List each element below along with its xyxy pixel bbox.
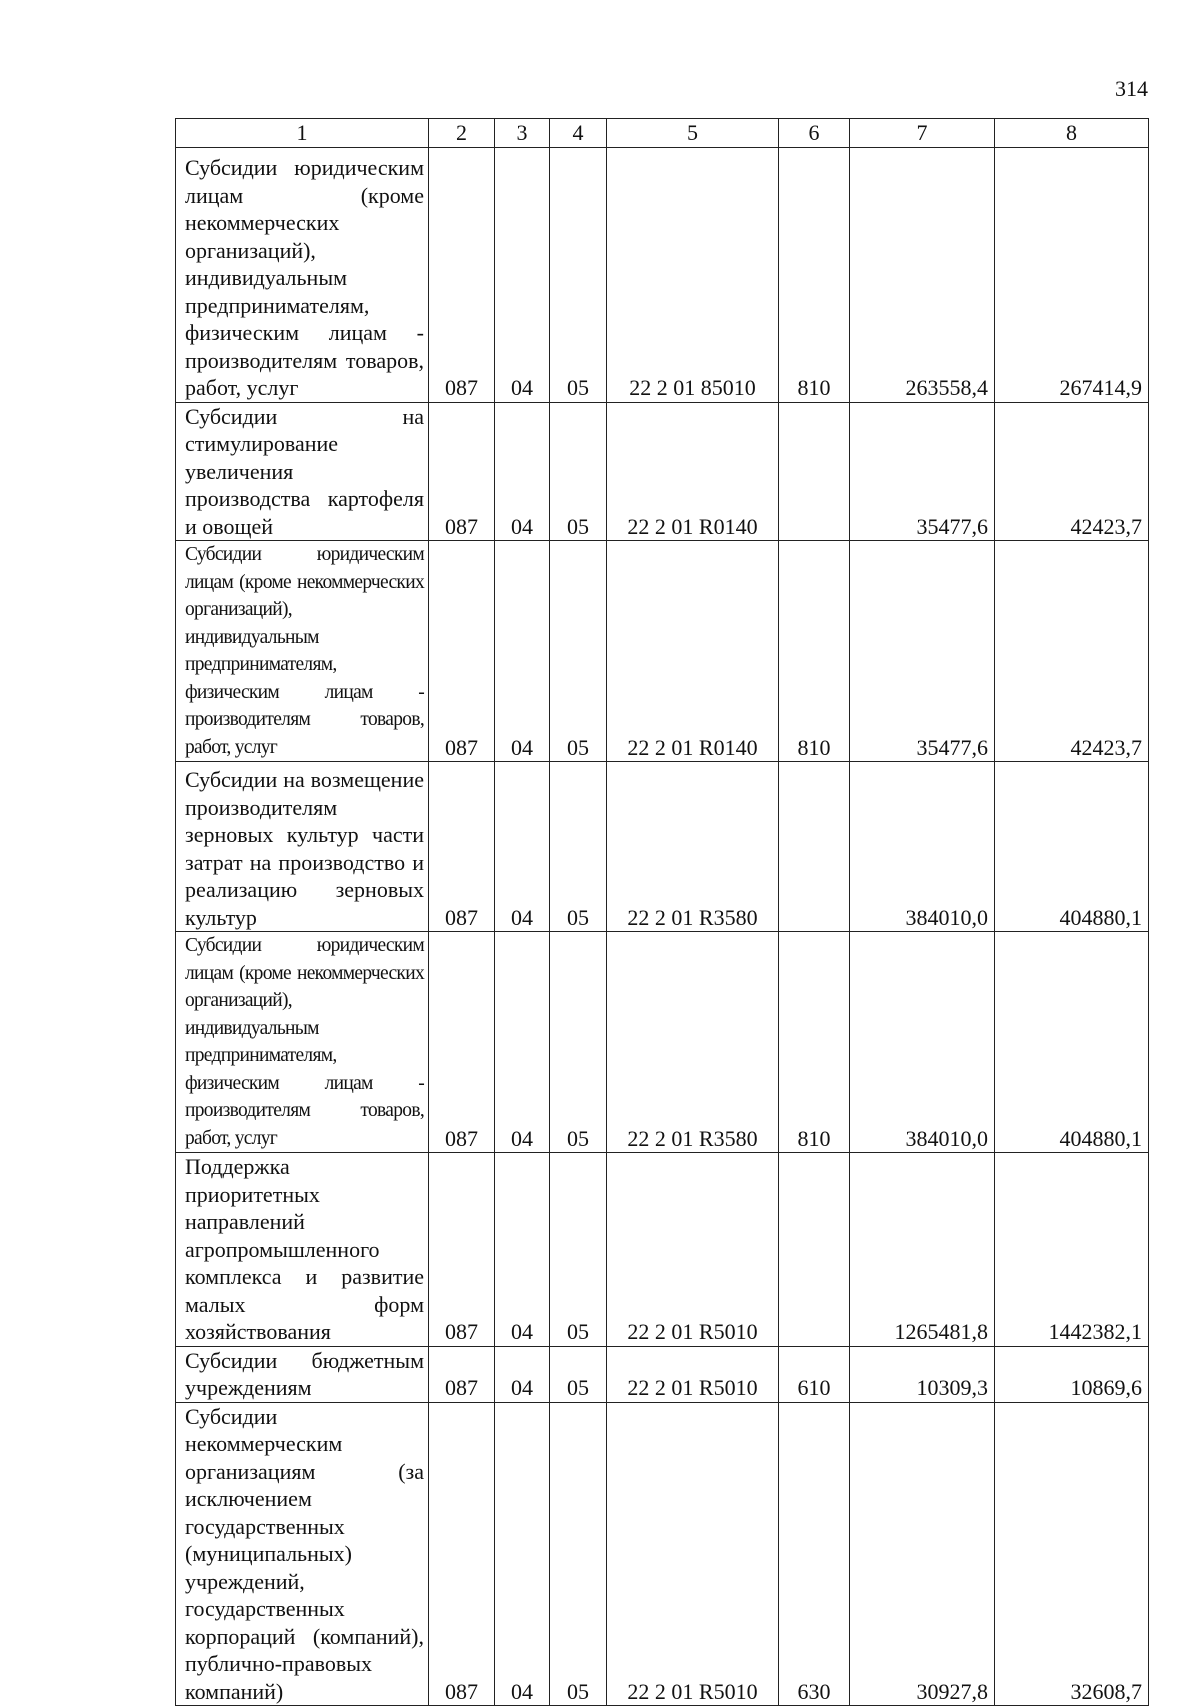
amount-col-7: 1265481,8: [850, 1153, 995, 1347]
row-description: Субсидии на возмещение производителям зерновых культур части затрат на производство и реализацию зерновых культур: [176, 762, 429, 932]
row-description: Субсидии юридическим лицам (кроме некоммерческих организаций), индивидуальным предпринимателям, физическим лицам - производителям товаров, работ, услуг: [176, 147, 429, 402]
target-article-code: 22 2 01 R5010: [607, 1402, 779, 1706]
section-code: 04: [495, 402, 550, 541]
section-code: 04: [495, 762, 550, 932]
header-col-8: 8: [995, 119, 1149, 148]
subsection-code: 05: [550, 762, 607, 932]
header-col-3: 3: [495, 119, 550, 148]
ministry-code: 087: [429, 932, 495, 1153]
ministry-code: 087: [429, 1346, 495, 1402]
expense-type-code: [779, 402, 850, 541]
amount-col-8: 42423,7: [995, 402, 1149, 541]
target-article-code: 22 2 01 R5010: [607, 1346, 779, 1402]
subsection-code: 05: [550, 147, 607, 402]
amount-col-8: 10869,6: [995, 1346, 1149, 1402]
amount-col-7: 10309,3: [850, 1346, 995, 1402]
row-description: Субсидии юридическим лицам (кроме некоммерческих организаций), индивидуальным предпринимателям, физическим лицам - производителям товаров, работ, услуг: [176, 541, 429, 762]
header-col-1: 1: [176, 119, 429, 148]
table-row: [176, 147, 1149, 402]
section-code: 04: [495, 147, 550, 402]
amount-col-7: 384010,0: [850, 932, 995, 1153]
ministry-code: 087: [429, 762, 495, 932]
amount-col-8: 404880,1: [995, 762, 1149, 932]
table-row: [176, 402, 1149, 541]
header-col-2: 2: [429, 119, 495, 148]
row-description: Субсидии бюджетным учреждениям: [176, 1346, 429, 1402]
header-row: [176, 119, 1149, 148]
subsection-code: 05: [550, 932, 607, 1153]
expense-type-code: 810: [779, 541, 850, 762]
section-code: 04: [495, 932, 550, 1153]
amount-col-7: 35477,6: [850, 402, 995, 541]
target-article-code: 22 2 01 R5010: [607, 1153, 779, 1347]
row-description: Субсидии юридическим лицам (кроме некоммерческих организаций), индивидуальным предпринимателям, физическим лицам - производителям товаров, работ, услуг: [176, 932, 429, 1153]
subsection-code: 05: [550, 541, 607, 762]
subsection-code: 05: [550, 1346, 607, 1402]
target-article-code: 22 2 01 85010: [607, 147, 779, 402]
header-col-7: 7: [850, 119, 995, 148]
subsection-code: 05: [550, 1402, 607, 1706]
row-description: Субсидии некоммерческим организациям (за исключением государственных (муниципальных) учреждений, государственных корпораций (компаний), публично-правовых компаний): [176, 1402, 429, 1706]
table-row: [176, 1346, 1149, 1402]
table-row: [176, 541, 1149, 762]
target-article-code: 22 2 01 R3580: [607, 762, 779, 932]
expense-type-code: 810: [779, 932, 850, 1153]
table-row: [176, 1153, 1149, 1347]
expense-type-code: 630: [779, 1402, 850, 1706]
amount-col-8: 1442382,1: [995, 1153, 1149, 1347]
budget-table: [175, 118, 1149, 1706]
page-number: 314: [1115, 76, 1148, 101]
amount-col-8: 32608,7: [995, 1402, 1149, 1706]
expense-type-code: 810: [779, 147, 850, 402]
target-article-code: 22 2 01 R0140: [607, 541, 779, 762]
amount-col-7: 384010,0: [850, 762, 995, 932]
section-code: 04: [495, 1153, 550, 1347]
header-col-5: 5: [607, 119, 779, 148]
table-row: [176, 1402, 1149, 1706]
expense-type-code: [779, 762, 850, 932]
section-code: 04: [495, 1402, 550, 1706]
expense-type-code: 610: [779, 1346, 850, 1402]
header-col-4: 4: [550, 119, 607, 148]
target-article-code: 22 2 01 R3580: [607, 932, 779, 1153]
amount-col-8: 404880,1: [995, 932, 1149, 1153]
subsection-code: 05: [550, 402, 607, 541]
target-article-code: 22 2 01 R0140: [607, 402, 779, 541]
table-row: [176, 762, 1149, 932]
row-description: Поддержка приоритетных направлений агропромышленного комплекса и развитие малых форм хозяйствования: [176, 1153, 429, 1347]
ministry-code: 087: [429, 147, 495, 402]
ministry-code: 087: [429, 402, 495, 541]
ministry-code: 087: [429, 1153, 495, 1347]
subsection-code: 05: [550, 1153, 607, 1347]
amount-col-7: 30927,8: [850, 1402, 995, 1706]
table-row: [176, 932, 1149, 1153]
expense-type-code: [779, 1153, 850, 1347]
ministry-code: 087: [429, 541, 495, 762]
section-code: 04: [495, 541, 550, 762]
amount-col-8: 42423,7: [995, 541, 1149, 762]
amount-col-7: 263558,4: [850, 147, 995, 402]
row-description: Субсидии на стимулирование увеличения производства картофеля и овощей: [176, 402, 429, 541]
amount-col-8: 267414,9: [995, 147, 1149, 402]
amount-col-7: 35477,6: [850, 541, 995, 762]
header-col-6: 6: [779, 119, 850, 148]
section-code: 04: [495, 1346, 550, 1402]
ministry-code: 087: [429, 1402, 495, 1706]
